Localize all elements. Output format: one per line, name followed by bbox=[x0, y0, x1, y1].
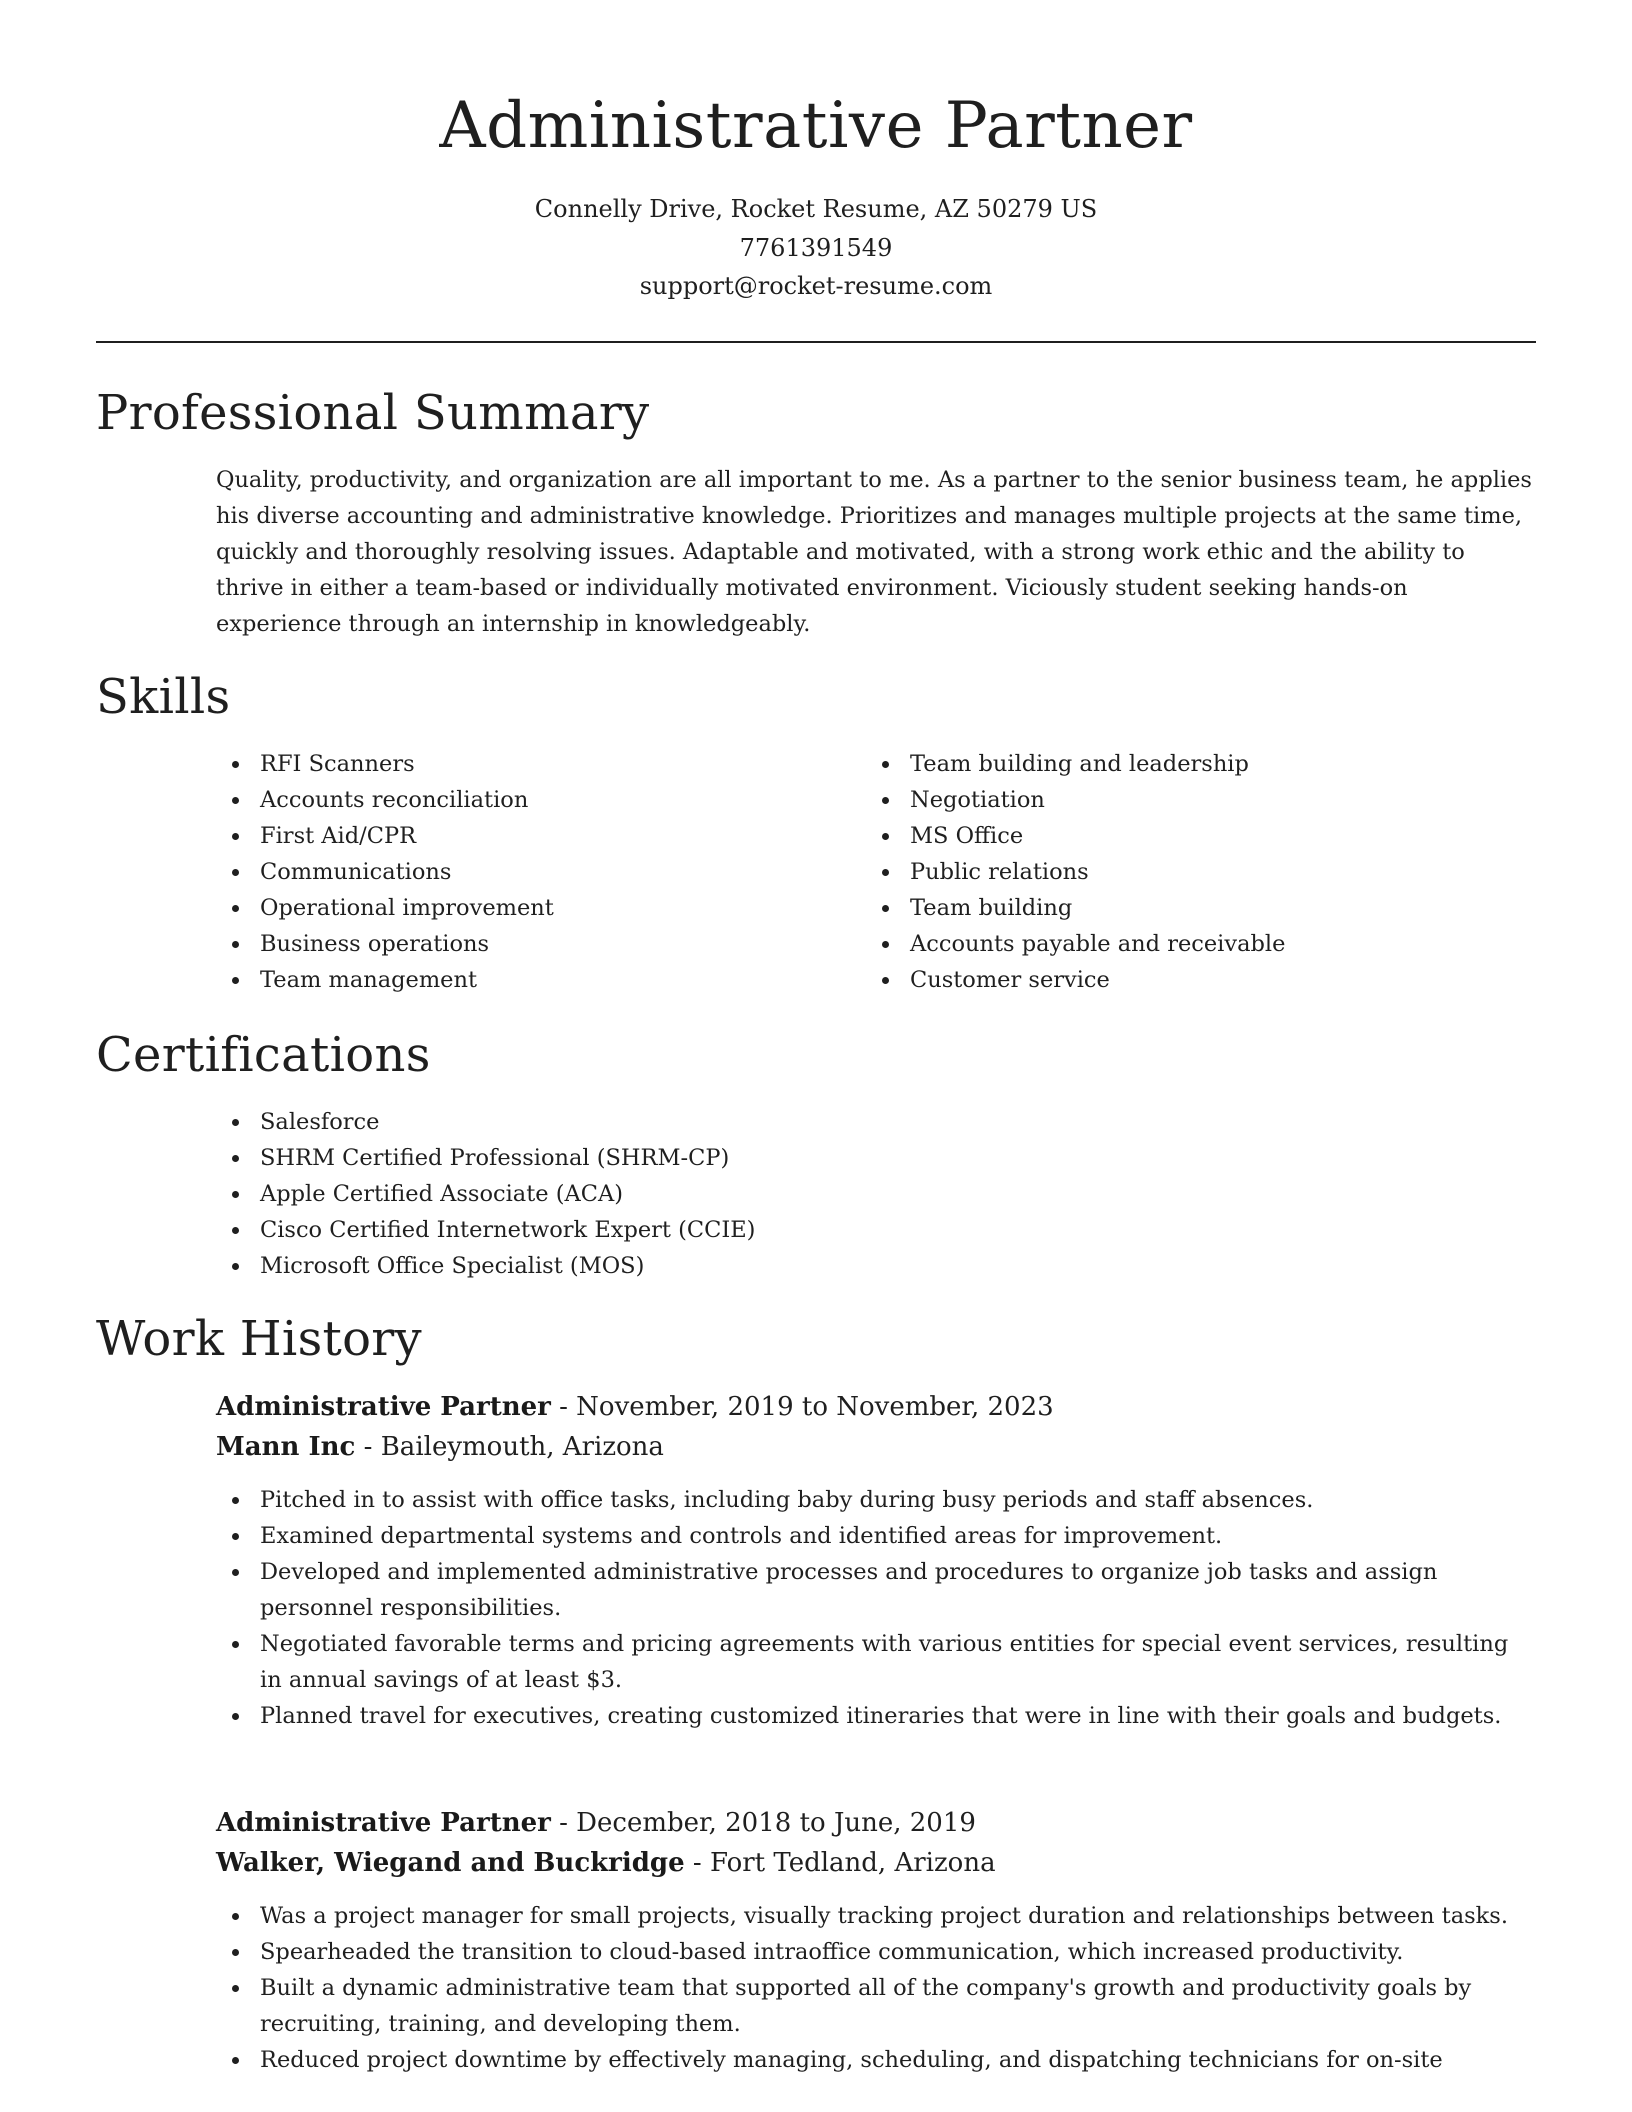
job-bullet: Pitched in to assist with office tasks, including baby during busy periods and staff absences. bbox=[216, 1482, 1536, 1518]
job-location: - Baileymouth, Arizona bbox=[355, 1432, 664, 1462]
job-bullet: Planned travel for executives, creating customized itineraries that were in line with their goals and budgets. bbox=[216, 1698, 1536, 1734]
contact-block bbox=[96, 190, 1536, 306]
contact-address: Connelly Drive, Rocket Resume, AZ 50279 US bbox=[534, 195, 1098, 223]
certification-item: Cisco Certified Internetwork Expert (CCIE) bbox=[216, 1212, 1536, 1248]
certification-item: Microsoft Office Specialist (MOS) bbox=[216, 1248, 1536, 1284]
job-bullet: Built a dynamic administrative team that supported all of the company's growth and productivity goals by recruiting, training, and developing them. bbox=[216, 1970, 1536, 2042]
skills-list-right bbox=[866, 746, 1536, 998]
contact-phone: 7761391549 bbox=[739, 233, 893, 262]
resume-header bbox=[96, 82, 1536, 306]
job-company: Walker, Wiegand and Buckridge bbox=[216, 1848, 685, 1878]
certification-item: Salesforce bbox=[216, 1104, 1536, 1140]
candidate-name: Administrative Partner bbox=[439, 89, 1193, 163]
skill-item: Public relations bbox=[866, 854, 1536, 890]
job-role: Administrative Partner bbox=[216, 1808, 551, 1838]
job-bullet-list bbox=[216, 1482, 1536, 1734]
contact-email: support@rocket-resume.com bbox=[639, 272, 993, 300]
work-history-heading: Work History bbox=[96, 1311, 422, 1367]
job-dates: - December, 2018 to June, 2019 bbox=[550, 1808, 976, 1838]
skill-item: Team building bbox=[866, 890, 1536, 926]
certification-item: Apple Certified Associate (ACA) bbox=[216, 1176, 1536, 1212]
skill-item: Communications bbox=[216, 854, 836, 890]
skills-heading: Skills bbox=[96, 669, 231, 725]
skill-item: First Aid/CPR bbox=[216, 818, 836, 854]
job-company-line bbox=[216, 1427, 1536, 1467]
summary-text: Quality, productivity, and organization are all important to me. As a partner to the senior business team, he applies his diverse accounting and administrative knowledge. Prioritizes and manages multiple projects at the same time, quickly and thoroughly resolving issues. Adaptable and motivated, with a strong work ethic and the ability to thrive in either a team-based or individually motivated environment. Viciously student seeking hands-on experience through an internship in knowledgeably. bbox=[216, 467, 1532, 637]
certifications-list bbox=[216, 1104, 1536, 1284]
certifications-heading: Certifications bbox=[96, 1027, 431, 1083]
skill-item: MS Office bbox=[866, 818, 1536, 854]
job-bullet: Was a project manager for small projects, visually tracking project duration and relationships between tasks. bbox=[216, 1898, 1536, 1934]
job-company: Mann Inc bbox=[216, 1432, 356, 1462]
header-divider bbox=[96, 341, 1536, 343]
skill-item: Team management bbox=[216, 962, 836, 998]
job-bullet: Negotiated favorable terms and pricing agreements with various entities for special event services, resulting in annual savings of at least $3. bbox=[216, 1626, 1536, 1698]
job-company-line bbox=[216, 1843, 1536, 1883]
job-bullet: Reduced project downtime by effectively managing, scheduling, and dispatching technicians for on-site bbox=[216, 2042, 1536, 2078]
skill-item: Accounts reconciliation bbox=[216, 782, 836, 818]
skill-item: Accounts payable and receivable bbox=[866, 926, 1536, 962]
job-location: - Fort Tedland, Arizona bbox=[684, 1848, 996, 1878]
certification-item: SHRM Certified Professional (SHRM-CP) bbox=[216, 1140, 1536, 1176]
skill-item: RFI Scanners bbox=[216, 746, 836, 782]
skill-item: Operational improvement bbox=[216, 890, 836, 926]
summary-heading: Professional Summary bbox=[96, 385, 650, 441]
skills-list-left bbox=[216, 746, 836, 998]
job-bullet: Examined departmental systems and controls and identified areas for improvement. bbox=[216, 1518, 1536, 1554]
job-bullet-list bbox=[216, 1898, 1536, 2078]
skill-item: Team building and leadership bbox=[866, 746, 1536, 782]
skill-item: Customer service bbox=[866, 962, 1536, 998]
job-title-line bbox=[216, 1387, 1536, 1427]
job-role: Administrative Partner bbox=[216, 1392, 551, 1422]
job-dates: - November, 2019 to November, 2023 bbox=[550, 1392, 1054, 1422]
job-bullet: Developed and implemented administrative processes and procedures to organize job tasks and assign personnel responsibilities. bbox=[216, 1554, 1536, 1626]
skill-item: Negotiation bbox=[866, 782, 1536, 818]
job-title-line bbox=[216, 1803, 1536, 1843]
job-bullet: Spearheaded the transition to cloud-based intraoffice communication, which increased productivity. bbox=[216, 1934, 1536, 1970]
skill-item: Business operations bbox=[216, 926, 836, 962]
